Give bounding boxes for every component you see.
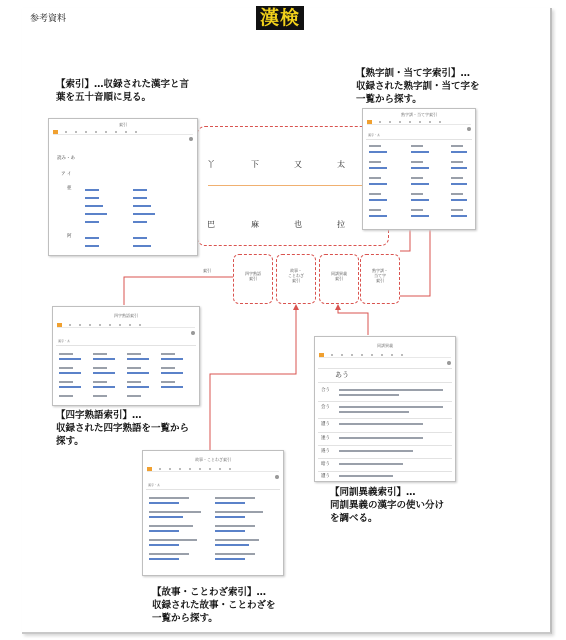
doukun-row-2: 会う <box>321 405 330 410</box>
doukun-row-6: 暗う <box>321 462 330 467</box>
top-char-4: 太 <box>337 160 345 169</box>
yoji-head: 漢字・あ <box>58 339 71 343</box>
doukun-screen <box>314 336 456 482</box>
koji-head: 漢字・あ <box>148 483 161 487</box>
doukun-row-7: 遭う <box>321 474 330 479</box>
doukun-index-button[interactable] <box>319 254 359 304</box>
bottom-char-2: 麻 <box>251 220 259 229</box>
doukun-row-4: 逢う <box>321 436 330 441</box>
index-screen-title: 索引 <box>119 122 127 127</box>
bottom-char-4: 拉 <box>337 220 345 229</box>
index-kana: ア イ <box>61 172 72 177</box>
settings-icon[interactable] <box>467 127 471 131</box>
reference-tag: 参考資料 <box>30 14 67 24</box>
yoji-screen <box>52 306 200 406</box>
index-side-label: 索引 <box>203 268 211 273</box>
koji-screen <box>142 450 284 576</box>
yoji-description: 【四字熟語索引】… 収録された四字熟語を一覧から 探す。 <box>56 410 190 447</box>
jukujikun-description: 【熟字訓・当て字索引】… 収録された熟字訓・当て字を 一覧から探す。 <box>356 68 480 105</box>
yoji-index-button[interactable] <box>233 254 273 304</box>
koji-index-button[interactable] <box>276 254 316 304</box>
index-kanji-1: 亜 <box>67 186 72 191</box>
yoji-index-label: 四字熟語 索引 <box>245 271 261 281</box>
jukujikun-screen <box>362 108 476 230</box>
top-char-3: 又 <box>294 160 302 169</box>
doukun-row-3: 遭う <box>321 422 330 427</box>
jukujikun-head: 漢字・あ <box>368 133 381 137</box>
settings-icon[interactable] <box>189 137 193 141</box>
doukun-row-1: 合う <box>321 388 330 393</box>
jukujikun-index-label: 熟字訓・ 当て字 索引 <box>372 268 388 283</box>
doukun-query: あう <box>335 371 349 379</box>
settings-icon[interactable] <box>191 331 195 335</box>
index-search-label: 読み・あ <box>57 156 75 161</box>
bottom-char-1: 巴 <box>207 220 215 229</box>
bottom-char-3: 也 <box>294 220 302 229</box>
index-description: 【索引】…収録された漢字と言 葉を五十音順に見る。 <box>56 79 190 103</box>
doukun-index-label: 同訓異義 索引 <box>331 271 347 281</box>
koji-index-label: 故事・ ことわざ 索引 <box>288 268 304 283</box>
koji-screen-title: 故事・ことわざ索引 <box>195 457 231 462</box>
kanken-logo: 漢検 <box>256 6 304 30</box>
settings-icon[interactable] <box>275 475 279 479</box>
kanji-chart-box <box>197 126 389 246</box>
top-char-2: 下 <box>251 160 259 169</box>
yoji-screen-title: 四字熟語索引 <box>114 313 138 318</box>
settings-icon[interactable] <box>447 361 451 365</box>
doukun-description: 【同訓異義索引】… 同訓異義の漢字の使い分け を調べる。 <box>330 487 445 524</box>
top-char-1: 丫 <box>207 160 215 169</box>
index-kanji-2: 阿 <box>67 234 72 239</box>
index-screen <box>48 118 198 256</box>
jukujikun-screen-title: 熟字訓・当て字索引 <box>401 112 437 117</box>
divider-line <box>208 185 378 186</box>
koji-description: 【故事・ことわざ索引】… 収録された故事・ことわざを 一覧から探す。 <box>152 587 276 624</box>
doukun-row-5: 遇う <box>321 449 330 454</box>
doukun-screen-title: 同訓異義 <box>377 343 393 348</box>
jukujikun-index-button[interactable] <box>360 254 400 304</box>
